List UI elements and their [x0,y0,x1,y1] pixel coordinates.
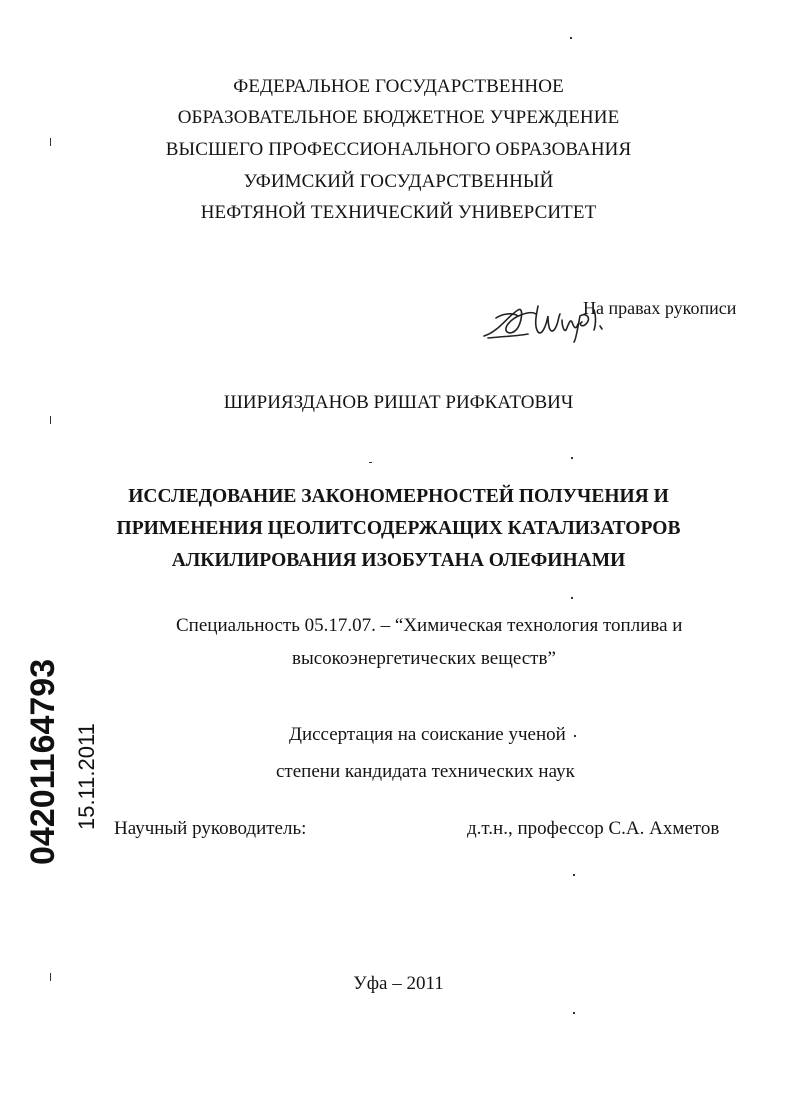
stamp-number: 04201164793 [24,658,62,865]
institution-line-5: НЕФТЯНОЙ ТЕХНИЧЕСКИЙ УНИВЕРСИТЕТ [200,202,597,223]
place-year: Уфа – 2011 [353,973,444,994]
stamp-date: 15.11.2011 [74,723,99,830]
degree-line-1: Диссертация на соискание ученой [289,724,566,745]
scan-speck [571,457,573,459]
scan-speck [571,597,573,599]
title-line-2: ПРИМЕНЕНИЯ ЦЕОЛИТСОДЕРЖАЩИХ КАТАЛИЗАТОРОВ [116,518,681,539]
specialty-line-2: высокоэнергетических веществ” [292,648,556,669]
manuscript-rights-note: На правах рукописи [583,298,737,318]
scan-speck [50,416,51,424]
title-line-1: ИССЛЕДОВАНИЕ ЗАКОНОМЕРНОСТЕЙ ПОЛУЧЕНИЯ И [128,486,669,507]
title-line-3: АЛКИЛИРОВАНИЯ ИЗОБУТАНА ОЛЕФИНАМИ [171,550,626,571]
degree-line-2: степени кандидата технических наук [276,761,575,782]
scan-speck [574,735,576,737]
specialty-line-1: Специальность 05.17.07. – “Химическая технология топлива и [176,615,683,636]
supervisor-label: Научный руководитель: [114,818,307,839]
institution-line-1: ФЕДЕРАЛЬНОЕ ГОСУДАРСТВЕННОЕ [233,76,564,97]
author-name [0,392,797,414]
institution-line-4: УФИМСКИЙ ГОСУДАРСТВЕННЫЙ [243,171,554,192]
scan-speck [50,138,51,146]
library-stamp [20,640,99,870]
institution-line-2: ОБРАЗОВАТЕЛЬНОЕ БЮДЖЕТНОЕ УЧРЕЖДЕНИЕ [177,107,620,128]
scan-speck [369,462,372,463]
scan-speck [573,1012,575,1014]
scan-speck [573,874,575,876]
author-surname: ШИРИЯЗДАНОВ [223,392,369,413]
supervisor-value: д.т.н., профессор С.А. Ахметов [467,818,720,839]
scan-speck [570,37,572,39]
institution-line-3: ВЫСШЕГО ПРОФЕССИОНАЛЬНОГО ОБРАЗОВАНИЯ [165,139,632,160]
author-given-names: РИШАТ РИФКАТОВИЧ [373,392,574,413]
scan-speck [50,973,51,981]
